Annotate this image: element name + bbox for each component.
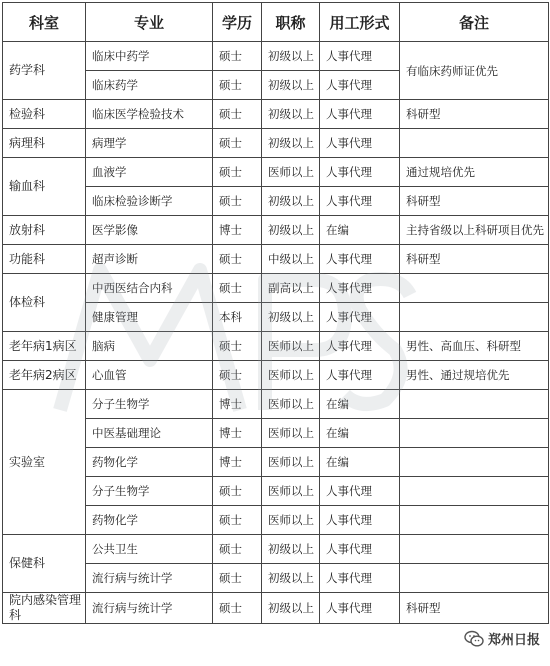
table-row <box>3 390 549 419</box>
cell-dept: 病理科 <box>3 129 86 158</box>
cell-employment-form: 人事代理 <box>320 361 400 390</box>
cell-dept: 老年病1病区 <box>3 332 86 361</box>
cell-title: 中级以上 <box>262 245 320 274</box>
cell-major: 脑病 <box>86 332 213 361</box>
cell-education: 硕士 <box>213 100 262 129</box>
cell-note <box>400 274 549 303</box>
cell-title: 医师以上 <box>262 419 320 448</box>
cell-major: 临床中药学 <box>86 42 213 71</box>
cell-note <box>400 477 549 506</box>
cell-dept: 实验室 <box>3 390 86 535</box>
cell-note <box>400 129 549 158</box>
cell-employment-form: 人事代理 <box>320 593 400 624</box>
cell-education: 硕士 <box>213 477 262 506</box>
cell-dept: 检验科 <box>3 100 86 129</box>
header-title: 职称 <box>262 3 320 42</box>
cell-employment-form: 人事代理 <box>320 564 400 593</box>
cell-major: 超声诊断 <box>86 245 213 274</box>
cell-employment-form: 人事代理 <box>320 274 400 303</box>
cell-title: 初级以上 <box>262 129 320 158</box>
cell-employment-form: 人事代理 <box>320 506 400 535</box>
cell-major: 医学影像 <box>86 216 213 245</box>
table-row <box>3 129 549 158</box>
cell-title: 医师以上 <box>262 477 320 506</box>
cell-dept: 院内感染管理科 <box>3 593 86 624</box>
cell-employment-form: 在编 <box>320 390 400 419</box>
wechat-logo <box>464 629 540 648</box>
table-row <box>3 100 549 129</box>
cell-employment-form: 在编 <box>320 419 400 448</box>
cell-employment-form: 人事代理 <box>320 332 400 361</box>
cell-major: 临床药学 <box>86 71 213 100</box>
table-row <box>3 361 549 390</box>
cell-title: 医师以上 <box>262 448 320 477</box>
watermark-text: MPS <box>40 210 43 211</box>
cell-education: 硕士 <box>213 506 262 535</box>
cell-dept: 体检科 <box>3 274 86 332</box>
cell-education: 硕士 <box>213 187 262 216</box>
cell-dept: 放射科 <box>3 216 86 245</box>
cell-dept: 功能科 <box>3 245 86 274</box>
cell-note <box>400 506 549 535</box>
cell-employment-form: 人事代理 <box>320 303 400 332</box>
cell-title: 初级以上 <box>262 71 320 100</box>
cell-education: 博士 <box>213 419 262 448</box>
cell-employment-form: 人事代理 <box>320 477 400 506</box>
cell-note <box>400 419 549 448</box>
cell-note <box>400 448 549 477</box>
cell-education: 本科 <box>213 303 262 332</box>
header-dept: 科室 <box>3 3 86 42</box>
cell-dept: 药学科 <box>3 42 86 100</box>
cell-education: 硕士 <box>213 593 262 624</box>
cell-dept: 输血科 <box>3 158 86 216</box>
cell-dept: 老年病2病区 <box>3 361 86 390</box>
cell-note <box>400 303 549 332</box>
cell-note: 男性、高血压、科研型 <box>400 332 549 361</box>
table-row <box>3 245 549 274</box>
header-note: 备注 <box>400 3 549 42</box>
cell-major: 中医基础理论 <box>86 419 213 448</box>
cell-education: 硕士 <box>213 361 262 390</box>
cell-employment-form: 在编 <box>320 216 400 245</box>
table-row <box>3 158 549 187</box>
cell-note: 科研型 <box>400 100 549 129</box>
cell-major: 中西医结合内科 <box>86 274 213 303</box>
cell-major: 分子生物学 <box>86 390 213 419</box>
cell-major: 临床检验诊断学 <box>86 187 213 216</box>
cell-note: 有临床药师证优先 <box>400 42 549 100</box>
table-row <box>3 593 549 624</box>
cell-major: 流行病与统计学 <box>86 564 213 593</box>
cell-education: 硕士 <box>213 274 262 303</box>
logo-text: 郑州日报 <box>487 633 540 648</box>
cell-title: 医师以上 <box>262 158 320 187</box>
cell-note <box>400 564 549 593</box>
cell-major: 药物化学 <box>86 448 213 477</box>
recruitment-table <box>2 2 549 624</box>
wechat-icon <box>464 630 484 648</box>
cell-education: 硕士 <box>213 71 262 100</box>
cell-note: 通过规培优先 <box>400 158 549 187</box>
cell-major: 公共卫生 <box>86 535 213 564</box>
cell-note <box>400 390 549 419</box>
cell-education: 硕士 <box>213 564 262 593</box>
table-row <box>3 332 549 361</box>
cell-employment-form: 人事代理 <box>320 187 400 216</box>
cell-employment-form: 人事代理 <box>320 129 400 158</box>
cell-major: 健康管理 <box>86 303 213 332</box>
table-header-row <box>3 3 549 42</box>
cell-major: 心血管 <box>86 361 213 390</box>
cell-note: 科研型 <box>400 245 549 274</box>
table-body <box>3 42 549 624</box>
cell-education: 硕士 <box>213 129 262 158</box>
cell-title: 初级以上 <box>262 303 320 332</box>
cell-major: 分子生物学 <box>86 477 213 506</box>
cell-major: 病理学 <box>86 129 213 158</box>
cell-title: 初级以上 <box>262 216 320 245</box>
cell-title: 医师以上 <box>262 506 320 535</box>
cell-employment-form: 人事代理 <box>320 71 400 100</box>
cell-title: 初级以上 <box>262 187 320 216</box>
cell-major: 血液学 <box>86 158 213 187</box>
cell-note <box>400 535 549 564</box>
cell-employment-form: 在编 <box>320 448 400 477</box>
cell-title: 副高以上 <box>262 274 320 303</box>
cell-education: 博士 <box>213 448 262 477</box>
cell-dept: 保健科 <box>3 535 86 593</box>
header-education: 学历 <box>213 3 262 42</box>
cell-title: 医师以上 <box>262 361 320 390</box>
header-major: 专业 <box>86 3 213 42</box>
cell-employment-form: 人事代理 <box>320 158 400 187</box>
header-employment-form: 用工形式 <box>320 3 400 42</box>
cell-note: 科研型 <box>400 593 549 624</box>
cell-education: 硕士 <box>213 245 262 274</box>
cell-employment-form: 人事代理 <box>320 245 400 274</box>
cell-note: 科研型 <box>400 187 549 216</box>
cell-education: 硕士 <box>213 535 262 564</box>
cell-title: 医师以上 <box>262 332 320 361</box>
cell-note: 主持省级以上科研项目优先 <box>400 216 549 245</box>
cell-education: 硕士 <box>213 158 262 187</box>
cell-major: 药物化学 <box>86 506 213 535</box>
cell-employment-form: 人事代理 <box>320 42 400 71</box>
table-row <box>3 42 549 71</box>
cell-title: 初级以上 <box>262 100 320 129</box>
cell-title: 初级以上 <box>262 42 320 71</box>
cell-education: 硕士 <box>213 332 262 361</box>
cell-employment-form: 人事代理 <box>320 535 400 564</box>
cell-major: 流行病与统计学 <box>86 593 213 624</box>
cell-note: 男性、通过规培优先 <box>400 361 549 390</box>
cell-title: 初级以上 <box>262 564 320 593</box>
cell-education: 博士 <box>213 390 262 419</box>
cell-employment-form: 人事代理 <box>320 100 400 129</box>
cell-education: 博士 <box>213 216 262 245</box>
table-row <box>3 274 549 303</box>
table-row <box>3 216 549 245</box>
cell-title: 初级以上 <box>262 593 320 624</box>
cell-education: 硕士 <box>213 42 262 71</box>
table-row <box>3 535 549 564</box>
cell-title: 初级以上 <box>262 535 320 564</box>
cell-major: 临床医学检验技术 <box>86 100 213 129</box>
cell-title: 医师以上 <box>262 390 320 419</box>
